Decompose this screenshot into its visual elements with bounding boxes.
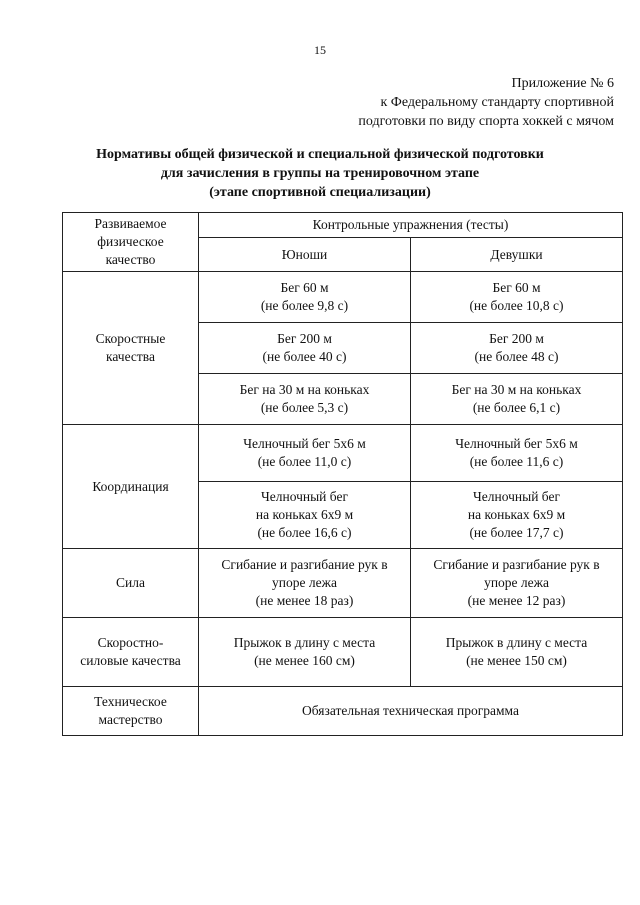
cell-line: Челночный бег 5х6 м <box>243 436 366 451</box>
quality-cell <box>63 687 199 736</box>
girls-test-cell <box>411 425 623 482</box>
cell-line: мастерство <box>98 712 163 727</box>
header-girls-cell: Девушки <box>411 238 623 272</box>
cell-line: (не менее 160 см) <box>254 653 355 668</box>
girls-test-cell <box>411 482 623 549</box>
header-row-1 <box>63 213 623 238</box>
cell-line: Сгибание и разгибание рук в <box>433 557 600 572</box>
table-row <box>63 549 623 618</box>
boys-test-cell <box>199 323 411 374</box>
table-row <box>63 618 623 687</box>
girls-test-cell <box>411 549 623 618</box>
cell-line: Бег 60 м <box>492 280 541 295</box>
cell-line: Скоростно- <box>97 635 164 650</box>
cell-line: Челночный бег 5х6 м <box>455 436 578 451</box>
cell-line: (не более 6,1 с) <box>472 400 561 415</box>
girls-test-cell <box>411 323 623 374</box>
header-quality-line: физическое <box>97 234 164 249</box>
boys-test-cell <box>199 374 411 425</box>
quality-cell <box>63 425 199 549</box>
boys-test-cell <box>199 549 411 618</box>
boys-test-cell <box>199 482 411 549</box>
table-row <box>63 425 623 482</box>
boys-test-cell <box>199 425 411 482</box>
cell-line: упоре лежа <box>484 575 549 590</box>
cell-line: (не менее 150 см) <box>466 653 567 668</box>
girls-test-cell <box>411 618 623 687</box>
document-title <box>60 145 580 202</box>
header-quality-line: качество <box>105 252 156 267</box>
title-line-1: Нормативы общей физической и специальной физической подготовки <box>96 147 544 162</box>
girls-test-cell <box>411 272 623 323</box>
appendix-caption <box>358 74 614 131</box>
table-row <box>63 687 623 736</box>
cell-line: Прыжок в длину с места <box>233 635 376 650</box>
appendix-line-3: подготовки по виду спорта хоккей с мячом <box>358 114 614 129</box>
cell-line: Координация <box>92 478 169 494</box>
title-line-2: для зачисления в группы на тренировочном этапе <box>160 166 480 181</box>
cell-line: на коньках 6х9 м <box>255 507 354 522</box>
cell-line: Челночный бег <box>260 489 349 504</box>
cell-line: Челночный бег <box>472 489 561 504</box>
cell-line: Сгибание и разгибание рук в <box>221 557 388 572</box>
cell-line: качества <box>105 349 155 364</box>
boys-test-cell <box>199 272 411 323</box>
cell-line: силовые качества <box>80 653 181 668</box>
header-tests-cell: Контрольные упражнения (тесты) <box>199 213 623 238</box>
cell-line: (не более 40 с) <box>262 349 347 364</box>
cell-line: (не более 16,6 с) <box>257 525 352 540</box>
header-boys-cell: Юноши <box>199 238 411 272</box>
cell-line: Прыжок в длину с места <box>445 635 588 650</box>
cell-line: Скоростные <box>95 331 166 346</box>
cell-line: Сила <box>116 575 145 590</box>
cell-line: Бег 60 м <box>280 280 329 295</box>
cell-line: (не менее 12 раз) <box>467 593 566 608</box>
cell-line: Бег на 30 м на коньках <box>239 382 370 397</box>
merged-test-cell: Обязательная техническая программа <box>199 687 623 736</box>
appendix-line-2: к Федеральному стандарту спортивной <box>380 95 614 110</box>
norms-table-body <box>63 213 623 736</box>
cell-line: (не более 10,8 с) <box>469 298 564 313</box>
table-row <box>63 272 623 323</box>
quality-cell <box>63 549 199 618</box>
title-line-3: (этапе спортивной специализации) <box>209 185 431 200</box>
cell-line: (не более 11,0 с) <box>257 454 352 469</box>
cell-line: упоре лежа <box>272 575 337 590</box>
cell-line: (не более 17,7 с) <box>469 525 564 540</box>
quality-cell <box>63 272 199 425</box>
cell-line: Бег 200 м <box>277 331 332 346</box>
header-quality-line: Развиваемое <box>94 216 167 231</box>
cell-line: на коньках 6х9 м <box>467 507 566 522</box>
cell-line: (не менее 18 раз) <box>255 593 354 608</box>
girls-test-cell <box>411 374 623 425</box>
cell-line: Бег 200 м <box>489 331 544 346</box>
cell-line: Техническое <box>94 694 167 709</box>
norms-table <box>62 212 623 736</box>
cell-line: Бег на 30 м на коньках <box>451 382 582 397</box>
cell-line: (не более 48 с) <box>474 349 559 364</box>
cell-line: (не более 9,8 с) <box>260 298 349 313</box>
appendix-line-1: Приложение № 6 <box>511 76 614 91</box>
cell-line: (не более 11,6 с) <box>469 454 564 469</box>
quality-cell <box>63 618 199 687</box>
cell-line: (не более 5,3 с) <box>260 400 349 415</box>
header-quality-cell <box>63 213 199 272</box>
boys-test-cell <box>199 618 411 687</box>
page-number: 15 <box>314 43 326 57</box>
